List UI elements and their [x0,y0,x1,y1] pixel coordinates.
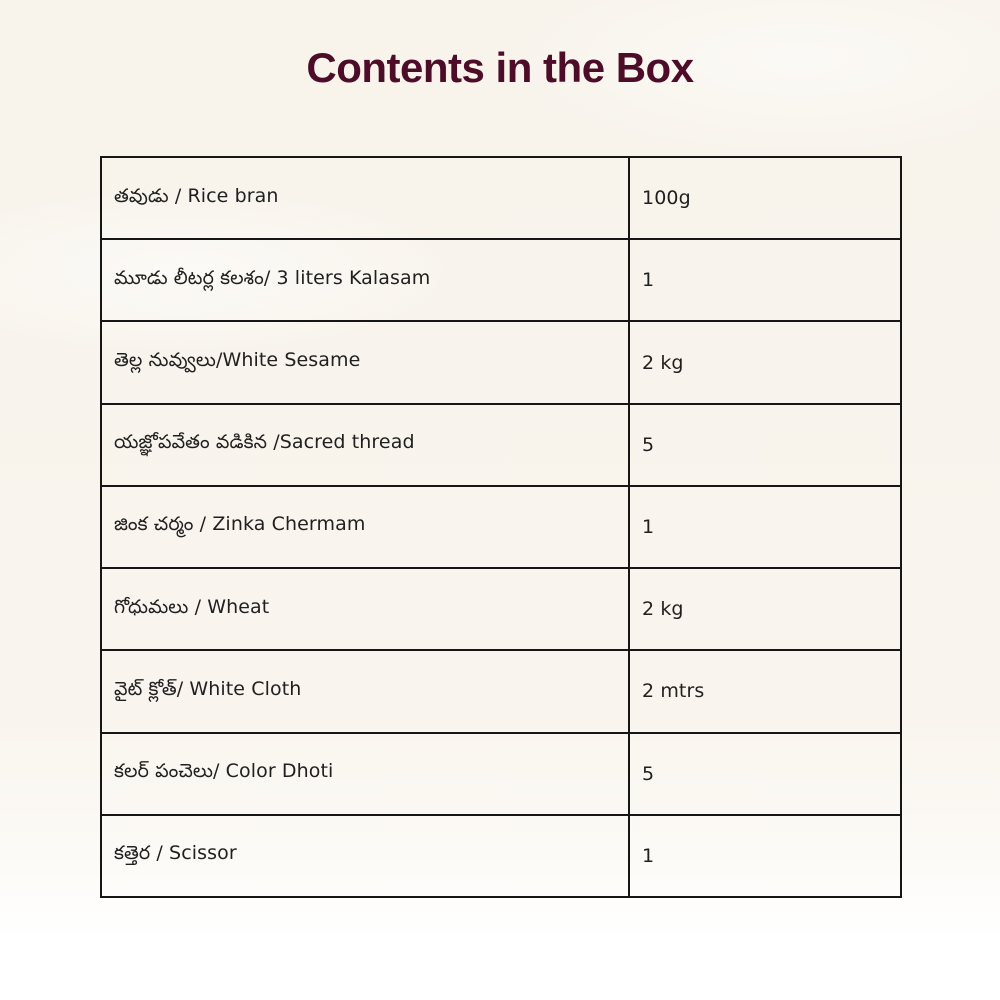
table-row [101,486,901,568]
qty-cell: 2 mtrs [629,650,901,732]
table-row [101,815,901,897]
item-cell: జింక చర్మం / Zinka Chermam [101,486,629,568]
table-row [101,650,901,732]
item-cell: గోధుమలు / Wheat [101,568,629,650]
qty-cell: 2 kg [629,321,901,403]
contents-table [100,156,902,898]
table-row [101,568,901,650]
table-row [101,239,901,321]
qty-cell: 100g [629,157,901,239]
table-row [101,733,901,815]
item-cell: యజ్ఞోపవేతం వడికిన /Sacred thread [101,404,629,486]
qty-cell: 1 [629,815,901,897]
page-title: Contents in the Box [306,44,694,91]
table-row [101,404,901,486]
item-cell: తవుడు / Rice bran [101,157,629,239]
table-row [101,157,901,239]
item-cell: కత్తెర / Scissor [101,815,629,897]
qty-cell: 1 [629,239,901,321]
qty-cell: 5 [629,733,901,815]
item-cell: వైట్ క్లోత్/ White Cloth [101,650,629,732]
item-cell: కలర్ పంచెలు/ Color Dhoti [101,733,629,815]
item-cell: తెల్ల నువ్వులు/White Sesame [101,321,629,403]
qty-cell: 2 kg [629,568,901,650]
qty-cell: 1 [629,486,901,568]
qty-cell: 5 [629,404,901,486]
item-cell: మూడు లీటర్ల కలశం/ 3 liters Kalasam [101,239,629,321]
table-row [101,321,901,403]
